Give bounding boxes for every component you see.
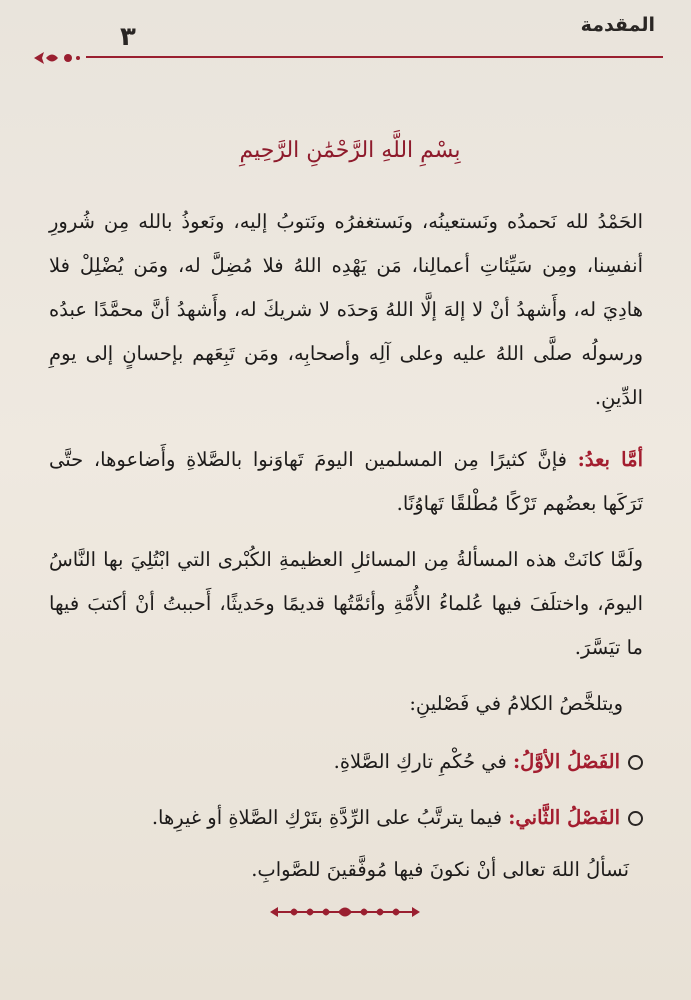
section-1-title: الفَصْلُ الأوَّلُ: xyxy=(512,750,620,773)
third-paragraph: ولَمَّا كانَتْ هذه المسألةُ مِن المسائلِ العظيمةِ الكُبْرى التي ابْتُلِيَ بها النَّاسُ اليومَ، واختلَفَ فيها عُلماءُ الأُمَّةِ وأئمَّتُها قديمًا وحَديثًا، أَحببتُ أنْ أكتبَ فيها ما تيَسَّرَ. xyxy=(49,548,643,659)
page-number: ٣ xyxy=(120,22,136,52)
sections-intro: ويتلخَّصُ الكلامُ في فَصْلينِ: xyxy=(409,692,623,715)
header-rule xyxy=(86,56,663,58)
closing-line: نَسألُ اللهَ تعالى أنْ نكونَ فيها مُوفَّقينَ للصَّوابِ. xyxy=(251,858,629,881)
circle-bullet-icon xyxy=(628,811,643,826)
section-1-line xyxy=(49,740,643,784)
footer-ornament-icon xyxy=(270,904,420,920)
second-paragraph xyxy=(49,438,643,526)
running-header-title: المقدمة xyxy=(580,14,655,36)
section-2-line xyxy=(49,796,643,840)
second-paragraph-text: فإنَّ كثيرًا مِن المسلمين اليومَ تَهاوَنوا بالصَّلاةِ وأَضاعوها، حتَّى تَرَكَها بعضُهم تَرْكًا مُطْلقًا تَهاوُنًا. xyxy=(49,448,643,515)
opening-paragraph: الحَمْدُ لله نَحمدُه ونَستعينُه، ونَستغفرُه ونَتوبُ إليه، ونَعوذُ بالله مِن شُرورِ أنفسِنا، ومِن سَيِّئاتِ أعمالِنا، مَن يَهْدِه اللهُ فلا مُضِلَّ له، ومَن يُضْلِلْ فلا هادِيَ له، وأَشهدُ أنْ لا إلهَ إلَّا اللهُ وَحدَه لا شريكَ له، وأَشهدُ أنَّ محمَّدًا عبدُه ورسولُه صلَّى اللهُ عليه وعلى آلِه وأصحابِه، ومَن تَبِعَهم بإحسانٍ إلى يومِ الدِّينِ. xyxy=(49,210,643,409)
section-2-text: فيما يترتَّبُ على الرِّدَّةِ بتَرْكِ الصَّلاةِ أو غيرِها. xyxy=(151,806,509,829)
section-1-text: في حُكْمِ تاركِ الصَّلاةِ. xyxy=(333,750,513,773)
circle-bullet-icon xyxy=(628,755,643,770)
section-2-title: الفَصْلُ الثَّاني: xyxy=(508,806,620,829)
basmala-heading: بِسْمِ اللَّهِ الرَّحْمَٰنِ الرَّحِيمِ xyxy=(239,138,461,163)
amma-bad-label: أمَّا بعدُ: xyxy=(577,448,643,471)
header-ornament-icon xyxy=(32,48,92,68)
